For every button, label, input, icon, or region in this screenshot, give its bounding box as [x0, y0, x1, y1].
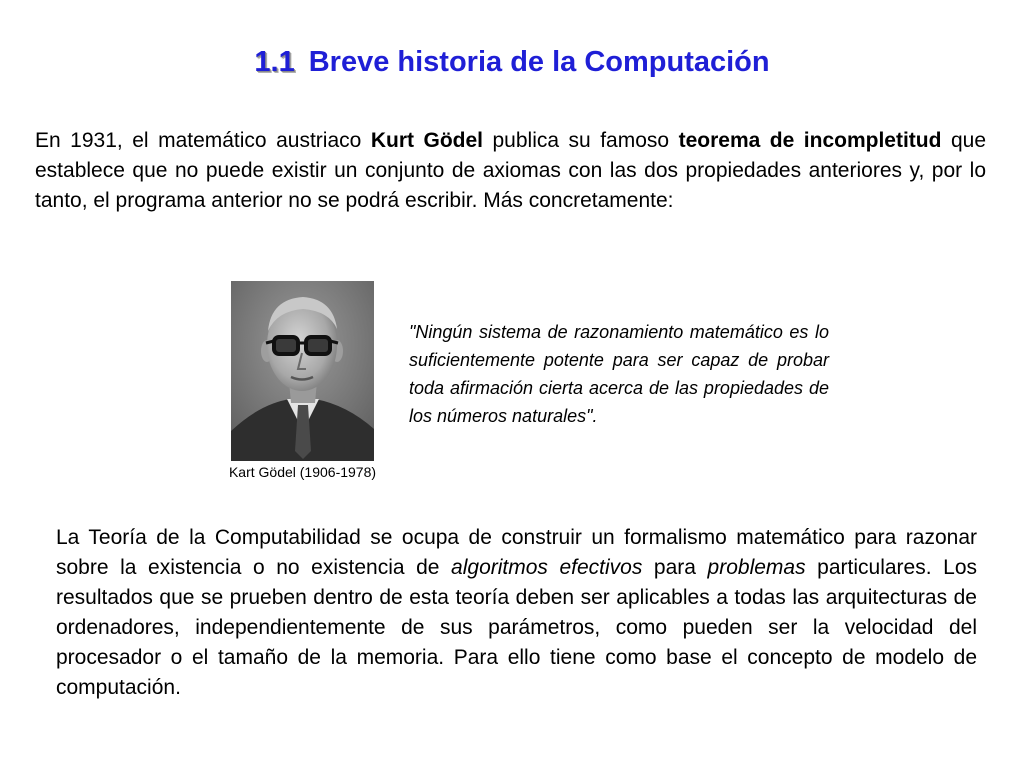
body-text-1: La Teoría de la Computabilidad se ocupa de construir un formalismo matemático para razonar sobre la existencia o no existencia de	[56, 526, 977, 579]
slide-title	[0, 44, 1024, 80]
intro-paragraph	[35, 126, 986, 216]
body-italic-problems: problemas	[707, 556, 806, 579]
intro-bold-theorem: teorema de incompletitud	[678, 129, 942, 152]
intro-text-2: publica su famoso	[483, 129, 679, 152]
godel-portrait	[231, 281, 374, 461]
portrait-caption: Kart Gödel (1906-1978)	[228, 464, 377, 480]
intro-bold-name: Kurt Gödel	[370, 129, 483, 152]
body-italic-algorithms: algoritmos efectivos	[451, 556, 643, 579]
title-text: Breve historia de la Computación	[308, 46, 770, 78]
body-text-3: particulares. Los resultados que se prueben dentro de esta teoría deben ser aplicables a todas las arquitecturas de ordenadores, independientemente de sus parámetros, como pueden ser la velocidad del procesador o el tamaño de la memoria. Para ello tiene como base el concepto de modelo de computación.	[56, 556, 977, 699]
godel-quote: "Ningún sistema de razonamiento matemático es lo suficientemente potente para ser capaz de probar toda afirmación cierta acerca de las propiedades de los números naturales".	[409, 322, 829, 426]
title-number: 1.1	[254, 46, 295, 78]
intro-text-1: En 1931, el matemático austriaco	[35, 129, 371, 152]
computability-paragraph	[56, 523, 977, 703]
body-text-2: para	[642, 556, 708, 579]
intro-text-3: que establece que no puede existir un conjunto de axiomas con las dos propiedades anteriores y, por lo tanto, el programa anterior no se podrá escribir. Más concretamente:	[35, 129, 987, 212]
portrait-illustration	[231, 281, 374, 461]
